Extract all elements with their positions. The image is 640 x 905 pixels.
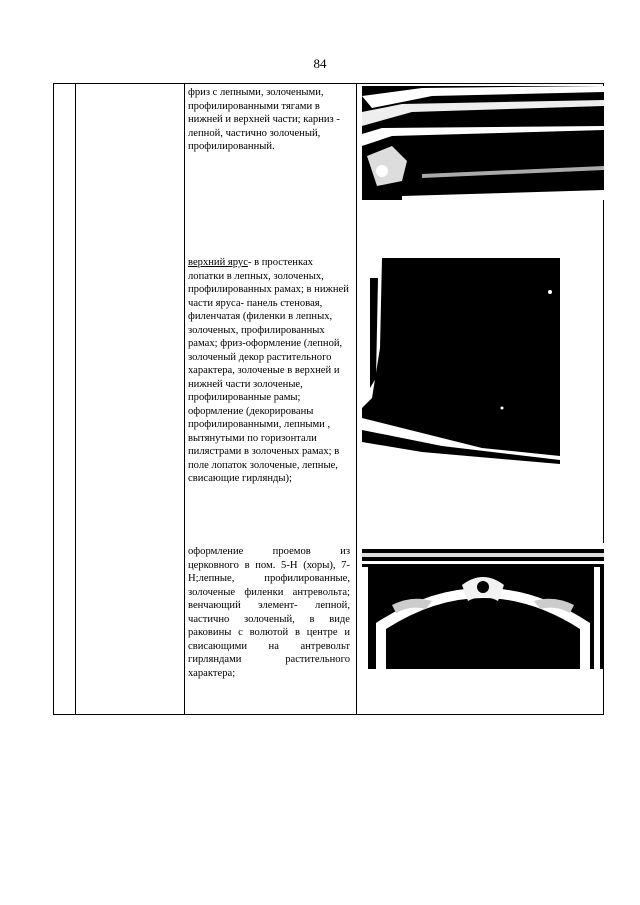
- upper-tier-heading: верхний ярус: [188, 257, 248, 268]
- column-divider: [75, 84, 76, 714]
- photo-frieze-cornice: [362, 86, 604, 200]
- description-cell-upper-tier: [188, 256, 350, 486]
- photo-archway-shell: [362, 543, 604, 669]
- upper-tier-text: - в простенках лопатки в лепных, золоченых, профилированных рамах; в нижней части яруса- панель стеновая, филенчатая (филенки в лепных, золоченых, профилированных рамах; фриз-оформление (лепной, золоченый декор растительного характера, золоченые в верхней и нижней части золоченые, профилированные рамы; оформление (декорированы профилированными, лепными , вытянутыми по горизонтали пилястрами в золоченых рамах; в поле лопаток золоченые, лепные, свисающие гирлянды);: [188, 257, 349, 484]
- photo-upper-tier: [362, 258, 560, 464]
- column-divider: [184, 84, 185, 714]
- page-number: 84: [313, 56, 327, 71]
- description-cell-openings: оформление проемов из церковного в пом. 5-Н (хоры), 7-Н;лепные, профилированные, золоченые филенки антревольта; венчающий элемент- лепной, частично золоченый, в виде раковины с волютой в центре и свисающими на антревольт гирляндами растительного характера;: [188, 546, 350, 679]
- column-divider: [356, 84, 357, 714]
- description-cell-frieze: фриз с лепными, золочеными, профилированными тягами в нижней и верхней части; карниз - лепной, частично золоченый, профилированный.: [188, 87, 340, 152]
